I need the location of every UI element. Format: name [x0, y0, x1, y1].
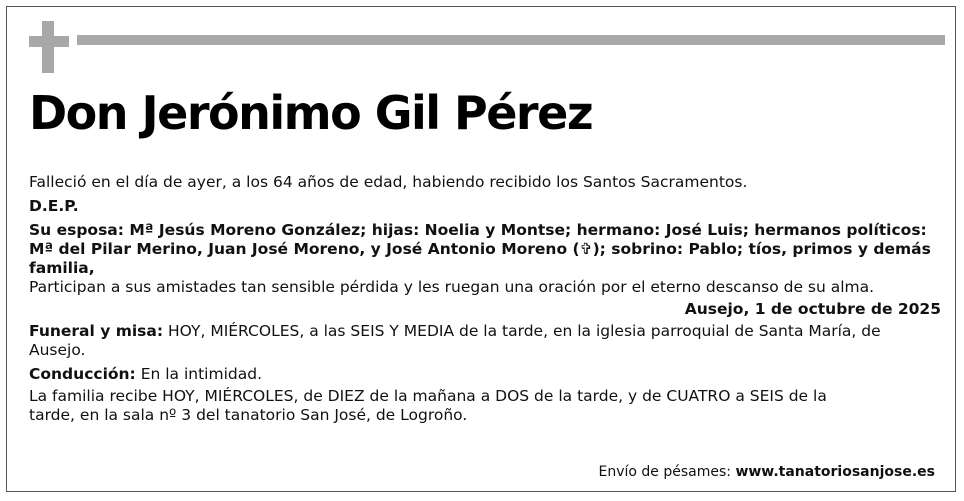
deceased-name: Don Jerónimo Gil Pérez — [29, 86, 593, 140]
conduction-info — [29, 365, 941, 384]
condolences-label: Envío de pésames: — [598, 464, 736, 480]
funeral-info — [29, 322, 941, 360]
death-announcement: Falleció en el día de ayer, a los 64 años de edad, habiendo recibido los Santos Sacramentos. — [29, 173, 748, 191]
funeral-text: HOY, MIÉRCOLES, a las SEIS Y MEDIA de la tarde, en la iglesia parroquial de Santa María, de Ausejo. — [29, 322, 881, 359]
header-divider — [77, 35, 945, 45]
funeral-label: Funeral y misa: — [29, 322, 164, 340]
conduction-text: En la intimidad. — [135, 365, 262, 383]
condolences-line — [598, 463, 935, 481]
conduction-label: Conducción: — [29, 365, 136, 383]
obituary-notice — [6, 6, 956, 492]
place-and-date: Ausejo, 1 de octubre de 2025 — [684, 300, 941, 318]
family-list: Su esposa: Mª Jesús Moreno González; hijas: Noelia y Montse; hermano: José Luis; hermanos políticos: Mª del Pilar Merino, Juan José Moreno, y José Antonio Moreno (✞); sobrino: Pablo; tíos, primos y demás familia, — [29, 221, 931, 277]
condolences-link[interactable]: www.tanatoriosanjose.es — [735, 464, 935, 480]
notice-body — [29, 173, 941, 425]
cross-icon — [29, 21, 69, 73]
rip-text: D.E.P. — [29, 197, 79, 215]
family-receives-info: La familia recibe HOY, MIÉRCOLES, de DIEZ de la mañana a DOS de la tarde, y de CUATRO a SEIS de la tarde, en la sala nº 3 del tanatorio San José, de Logroño. — [29, 387, 827, 424]
participation-text: Participan a sus amistades tan sensible pérdida y les ruegan una oración por el eterno descanso de su alma. — [29, 278, 875, 296]
